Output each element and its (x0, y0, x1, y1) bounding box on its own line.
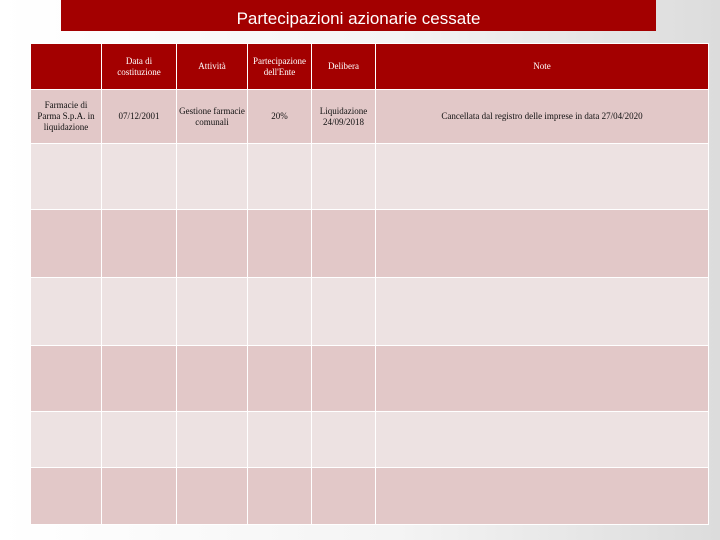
cell-delibera: Liquidazione 24/09/2018 (312, 90, 376, 144)
header-attivita: Attività (177, 44, 248, 90)
header-delibera: Delibera (312, 44, 376, 90)
cell-data-costituzione: 07/12/2001 (102, 90, 177, 144)
table-row (31, 90, 709, 144)
cell-attivita: Gestione farmacie comunali (177, 90, 248, 144)
table-row (31, 412, 709, 468)
cell-societa: Farmacie di Parma S.p.A. in liquidazione (31, 90, 102, 144)
table-row (31, 144, 709, 210)
cell-partecipazione: 20% (248, 90, 312, 144)
header-partecipazione: Partecipazione dell'Ente (248, 44, 312, 90)
header-row (31, 44, 709, 90)
table-row (31, 468, 709, 525)
partecipazioni-table (30, 43, 709, 525)
table-row (31, 210, 709, 278)
cell-note: Cancellata dal registro delle imprese in data 27/04/2020 (376, 90, 709, 144)
page-title: Partecipazioni azionarie cessate (61, 0, 656, 31)
table-row (31, 346, 709, 412)
header-note: Note (376, 44, 709, 90)
table-row (31, 278, 709, 346)
header-societa (31, 44, 102, 90)
header-data-costituzione: Data di costituzione (102, 44, 177, 90)
